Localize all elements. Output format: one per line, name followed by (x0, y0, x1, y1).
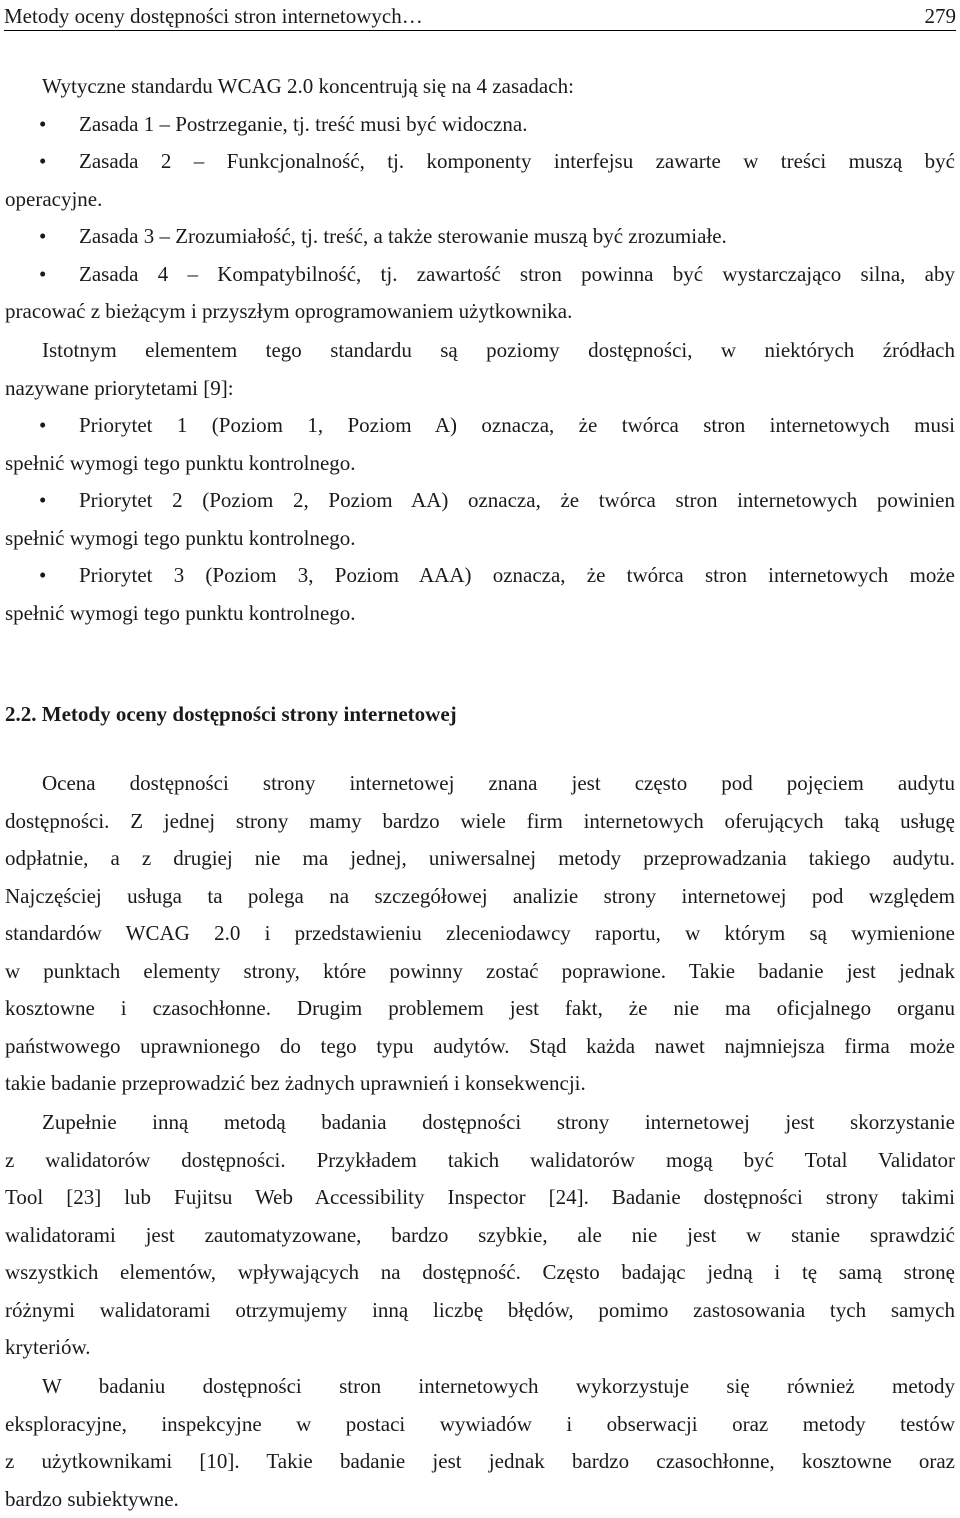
list-item-continuation: spełnić wymogi tego punktu kontrolnego. (5, 520, 955, 558)
list-item: • Zasada 2 – Funkcjonalność, tj. komponenty interfejsu zawarte w treści muszą być (5, 143, 955, 181)
paragraph-2 (5, 1104, 955, 1367)
bullet-icon: • (5, 407, 79, 445)
paragraph-line: takie badanie przeprowadzić bez żadnych uprawnień i konsekwencji. (5, 1065, 955, 1103)
page-number: 279 (925, 2, 957, 30)
list-item-continuation: spełnić wymogi tego punktu kontrolnego. (5, 595, 955, 633)
paragraph-line: kryteriów. (5, 1329, 955, 1367)
paragraph-line: standardów WCAG 2.0 i przedstawieniu zleceniodawcy raportu, w którym są wymienione (5, 915, 955, 953)
paragraph-line: Zupełnie inną metodą badania dostępności strony internetowej jest skorzystanie (5, 1104, 955, 1142)
paragraph-line: Tool [23] lub Fujitsu Web Accessibility Inspector [24]. Badanie dostępności strony takimi (5, 1179, 955, 1217)
running-header (4, 0, 956, 31)
paragraph-line: Najczęściej usługa ta polega na szczegółowej analizie strony internetowej pod względem (5, 878, 955, 916)
paragraph-3 (5, 1368, 955, 1518)
section-heading: 2.2. Metody oceny dostępności strony internetowej (5, 698, 457, 730)
bullet-icon: • (5, 557, 79, 595)
list-item: • Priorytet 2 (Poziom 2, Poziom AA) oznacza, że twórca stron internetowych powinien (5, 482, 955, 520)
paragraph-line: dostępności. Z jednej strony mamy bardzo wiele firm internetowych oferujących taką usługę (5, 803, 955, 841)
list-item-continuation: spełnić wymogi tego punktu kontrolnego. (5, 445, 955, 483)
paragraph-line: bardzo subiektywne. (5, 1481, 955, 1518)
paragraph-line: państwowego uprawnionego do tego typu audytów. Stąd każda nawet najmniejsza firma może (5, 1028, 955, 1066)
paragraph-line: W badaniu dostępności stron internetowych wykorzystuje się również metody (5, 1368, 955, 1406)
bullet-icon: • (39, 218, 46, 256)
paragraph-line: odpłatnie, a z drugiej nie ma jednej, uniwersalnej metody przeprowadzania takiego audytu. (5, 840, 955, 878)
paragraph-1 (5, 765, 955, 1103)
list-item: • Priorytet 3 (Poziom 3, Poziom AAA) oznacza, że twórca stron internetowych może (5, 557, 955, 595)
bullet-icon: • (5, 256, 79, 294)
paragraph-line: kosztowne i czasochłonne. Drugim problemem jest fakt, że nie ma oficjalnego organu (5, 990, 955, 1028)
paragraph-line: z walidatorów dostępności. Przykładem takich walidatorów mogą być Total Validator (5, 1142, 955, 1180)
paragraph-line: w punktach elementy strony, które powinny zostać poprawione. Takie badanie jest jednak (5, 953, 955, 991)
list-item-continuation: operacyjne. (5, 181, 955, 219)
list-item: • Zasada 4 – Kompatybilność, tj. zawartość stron powinna być wystarczająco silna, aby (5, 256, 955, 294)
header-title: Metody oceny dostępności stron internetowych… (4, 2, 423, 30)
levels-section (5, 332, 955, 632)
bullet-icon: • (39, 106, 46, 144)
list-item: • Priorytet 1 (Poziom 1, Poziom A) oznacza, że twórca stron internetowych musi (5, 407, 955, 445)
paragraph-line: różnymi walidatorami otrzymujemy inną liczbę błędów, pomimo zastosowania tych samych (5, 1292, 955, 1330)
principles-section (5, 68, 955, 331)
paragraph-line: eksploracyjne, inspekcyjne w postaci wywiadów i obserwacji oraz metody testów (5, 1406, 955, 1444)
bullet-icon: • (5, 482, 79, 520)
list-item-continuation: pracować z bieżącym i przyszłym oprogramowaniem użytkownika. (5, 293, 955, 331)
paragraph-line: Istotnym elementem tego standardu są poziomy dostępności, w niektórych źródłach (5, 332, 955, 370)
paragraph-line: walidatorami jest zautomatyzowane, bardzo szybkie, ale nie jest w stanie sprawdzić (5, 1217, 955, 1255)
paragraph-line: z użytkownikami [10]. Takie badanie jest jednak bardzo czasochłonne, kosztowne oraz (5, 1443, 955, 1481)
list-item: • Zasada 3 – Zrozumiałość, tj. treść, a także sterowanie muszą być zrozumiałe. (5, 218, 955, 256)
paragraph-line: nazywane priorytetami [9]: (5, 370, 955, 408)
paragraph-line: wszystkich elementów, wpływających na dostępność. Często badając jedną i tę samą stronę (5, 1254, 955, 1292)
intro-line: Wytyczne standardu WCAG 2.0 koncentrują się na 4 zasadach: (5, 68, 955, 106)
list-item: • Zasada 1 – Postrzeganie, tj. treść musi być widoczna. (5, 106, 955, 144)
bullet-icon: • (5, 143, 79, 181)
paragraph-line: Ocena dostępności strony internetowej znana jest często pod pojęciem audytu (5, 765, 955, 803)
